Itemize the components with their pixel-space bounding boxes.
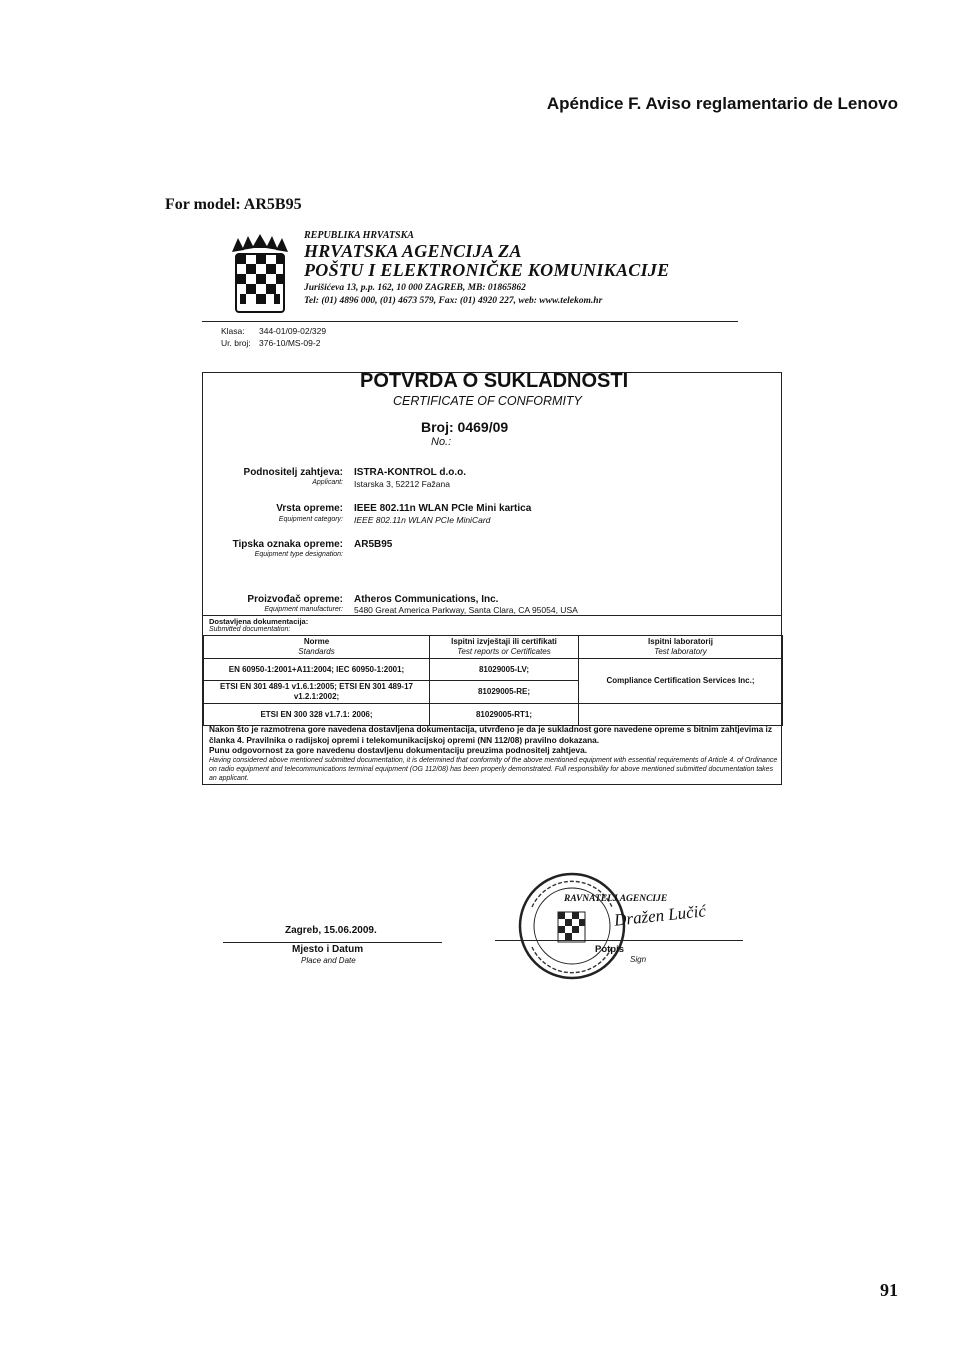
director-title: RAVNATELJ AGENCIJE [564, 894, 668, 904]
standard-cell: EN 60950-1:2001+A11:2004; IEC 60950-1:2001; [204, 659, 430, 681]
place-date-label-en: Place and Date [301, 956, 356, 965]
manufacturer-name: Atheros Communications, Inc. [354, 594, 499, 605]
col-header-reports: Ispitni izvještaji ili certifikati Test reports or Certificates [430, 636, 579, 659]
manufacturer-label: Proizvođač opreme: [247, 594, 343, 605]
republic-label: REPUBLIKA HRVATSKA [304, 230, 414, 241]
closing-statement [209, 724, 781, 783]
closing-hr-2: Punu odgovornost za gore navedenu dostavljenu dokumentaciju preuzima podnositelj zahtjeva. [209, 745, 588, 755]
report-cell: 81029005-RT1; [430, 704, 579, 726]
official-seal-icon [518, 867, 626, 985]
place-date-line [223, 942, 442, 943]
docs-label: Dostavljena dokumentacija: [209, 617, 309, 626]
laboratory-cell-empty [579, 704, 783, 726]
applicant-address: Istarska 3, 52212 Fažana [354, 479, 450, 489]
agency-contact: Tel: (01) 4896 000, (01) 4673 579, Fax: (01) 4920 227, web: www.telekom.hr [304, 296, 603, 306]
category-sub-label: Equipment category: [278, 516, 343, 523]
type-value: AR5B95 [354, 539, 393, 550]
page-header: Apéndice F. Aviso reglamentario de Lenovo [546, 94, 898, 113]
place-date: Zagreb, 15.06.2009. [285, 925, 377, 936]
signatory-signature: Dražen Lučić [613, 901, 707, 930]
category-label: Vrsta opreme: [276, 503, 343, 514]
table-row [204, 704, 783, 726]
agency-name-line2: POŠTU I ELEKTRONIČKE KOMUNIKACIJE [304, 260, 670, 280]
docs-sub-label: Submitted documentation: [209, 626, 291, 633]
laboratory-cell: Compliance Certification Services Inc.; [579, 659, 783, 704]
closing-en: Having considered above mentioned submitted documentation, it is determined that conformity of the above mentioned equipment with essential requirements of Article 4. of Ordinance on radio equipment and telecommunications terminal equipment (OG 112/08) has been properly demonstrated. Full responsibility for above mentioned submitted documentation takes an applicant. [209, 756, 778, 782]
applicant-label: Podnositelj zahtjeva: [243, 467, 343, 478]
table-header-row [204, 636, 783, 659]
header-divider [202, 321, 738, 322]
signature-line [495, 940, 743, 941]
urbroj-label: Ur. broj: [221, 338, 251, 348]
klasa-value: 344-01/09-02/329 [259, 326, 327, 336]
manufacturer-address: 5480 Great America Parkway, Santa Clara, CA 95054, USA [354, 605, 578, 615]
report-cell: 81029005-RE; [430, 681, 579, 704]
standard-cell: ETSI EN 301 489-1 v1.6.1:2005; ETSI EN 301 489-17 v1.2.1:2002; [204, 681, 430, 704]
type-label: Tipska oznaka opreme: [232, 539, 343, 550]
model-label: For model: AR5B95 [165, 196, 302, 213]
type-sub-label: Equipment type designation: [254, 551, 343, 558]
fields-divider [202, 615, 782, 616]
closing-hr-1: Nakon što je razmotrena gore navedena dostavljena dokumentacija, utvrđeno je da je sukladnost gore navedene opreme s bitnim zahtjevima iz članka 4. Pravilnika o radijskoj opremi i telekomunikacijskoj opremi (NN 112/08) pravilno dokazana. [209, 724, 772, 745]
place-date-label: Mjesto i Datum [292, 944, 364, 955]
applicant-name: ISTRA-KONTROL d.o.o. [354, 467, 467, 478]
manufacturer-sub-label: Equipment manufacturer: [264, 606, 343, 613]
report-cell: 81029005-LV; [430, 659, 579, 681]
certificate-title: POTVRDA O SUKLADNOSTI [360, 370, 629, 392]
standards-table [203, 635, 783, 726]
certificate-scan [200, 222, 790, 992]
col-header-standards: Norme Standards [204, 636, 430, 659]
klasa-label: Klasa: [221, 326, 245, 336]
table-row [204, 659, 783, 681]
certificate-subtitle: CERTIFICATE OF CONFORMITY [393, 394, 582, 408]
signature-label: Potpis [595, 944, 625, 955]
category-value-en: IEEE 802.11n WLAN PCIe MiniCard [354, 515, 491, 525]
standard-cell: ETSI EN 300 328 v1.7.1: 2006; [204, 704, 430, 726]
col-header-laboratory: Ispitni laboratorij Test laboratory [579, 636, 783, 659]
urbroj-value: 376-10/MS-09-2 [259, 338, 321, 348]
agency-address: Jurišićeva 13, p.p. 162, 10 000 ZAGREB, MB: 01865862 [304, 283, 526, 293]
certificate-number-en: No.: [431, 436, 452, 448]
applicant-sub-label: Applicant: [312, 479, 343, 486]
coat-of-arms-icon [228, 234, 292, 316]
page-number: 91 [880, 1280, 898, 1300]
signature-label-en: Sign [630, 955, 647, 964]
agency-name-line1: HRVATSKA AGENCIJA ZA [304, 241, 522, 261]
certificate-number: Broj: 0469/09 [421, 419, 509, 435]
category-value: IEEE 802.11n WLAN PCIe Mini kartica [354, 503, 532, 514]
